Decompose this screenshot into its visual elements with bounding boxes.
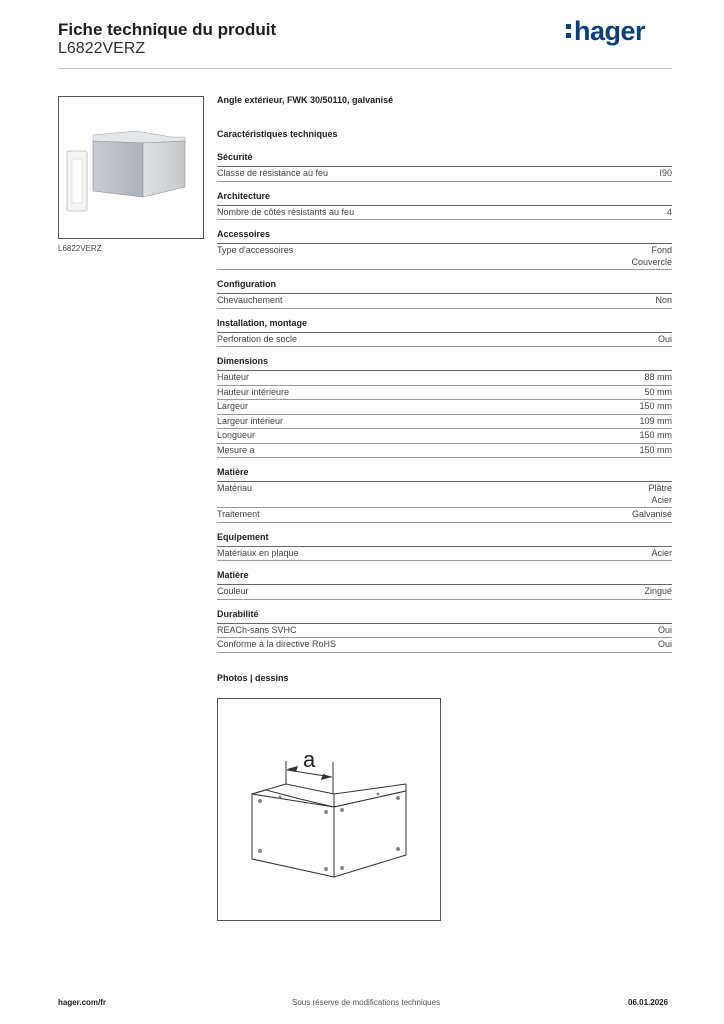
logo-text: hager	[574, 16, 646, 46]
spec-label: Type d'accessoires	[217, 245, 294, 255]
footer-disclaimer: Sous réserve de modifications techniques	[292, 998, 441, 1007]
spec-row	[217, 508, 672, 523]
dimension-drawing	[217, 698, 441, 921]
spec-value: 150 mm	[639, 444, 672, 455]
spec-row	[217, 400, 672, 415]
spec-value: Oui	[657, 333, 672, 344]
page-title: Fiche technique du produit	[58, 20, 277, 39]
spec-value: 88 mm	[644, 372, 672, 382]
spec-label: Couleur	[217, 586, 249, 596]
spec-value: 150 mm	[639, 430, 672, 440]
product-photo-image	[59, 97, 203, 238]
spec-groups	[217, 143, 672, 653]
spec-group-heading: Configuration	[217, 270, 672, 294]
spec-label: Perforation de socle	[217, 333, 298, 344]
spec-group-heading: Sécurité	[217, 143, 672, 167]
spec-group-heading: Durabilité	[217, 600, 672, 624]
spec-label: Largeur intérieur	[217, 415, 284, 426]
spec-value: Non	[655, 295, 672, 305]
spec-row	[217, 429, 672, 444]
spec-label: Hauteur intérieure	[217, 386, 290, 397]
header-divider	[58, 68, 672, 69]
dimension-a-label: a	[303, 747, 316, 772]
spec-row	[217, 167, 672, 182]
spec-row	[217, 638, 672, 653]
spec-label: Largeur	[217, 401, 249, 411]
product-photo	[58, 96, 204, 239]
spec-value: 150 mm	[639, 401, 672, 411]
hager-logo	[566, 16, 645, 47]
logo-colon-icon	[566, 20, 572, 40]
spec-row	[217, 444, 672, 459]
spec-label: Traitement	[217, 509, 260, 519]
spec-group-heading: Matière	[217, 458, 672, 482]
angle-drawing-image	[218, 699, 440, 920]
spec-label: Longueur	[217, 430, 256, 440]
spec-group-heading: Dimensions	[217, 347, 672, 371]
spec-value: Plâtre Acier	[648, 483, 672, 505]
spec-value: 4	[666, 206, 672, 217]
spec-value: I90	[659, 168, 672, 178]
spec-row	[217, 585, 672, 600]
photos-heading: Photos | dessins	[217, 672, 289, 683]
spec-row	[217, 206, 672, 221]
spec-label: Nombre de côtés résistants au feu	[217, 206, 355, 217]
spec-label: Classe de résistance au feu	[217, 168, 329, 178]
spec-row	[217, 333, 672, 348]
spec-label: Conforme à la directive RoHS	[217, 639, 337, 649]
product-reference: L6822VERZ	[58, 40, 146, 57]
spec-label: Matériaux en plaque	[217, 547, 299, 558]
spec-value: 50 mm	[644, 386, 672, 397]
spec-row	[217, 547, 672, 562]
spec-value: Acier	[651, 547, 672, 558]
spec-row	[217, 371, 672, 386]
spec-label: Mesure a	[217, 444, 255, 455]
spec-value: Fond Couvercle	[631, 245, 672, 267]
spec-value: Oui	[657, 639, 672, 649]
tech-heading: Caractéristiques techniques	[217, 129, 338, 139]
spec-row	[217, 482, 672, 508]
spec-row	[217, 415, 672, 430]
photo-caption: L6822VERZ	[58, 244, 102, 253]
product-title: Angle extérieur, FWK 30/50110, galvanisé	[217, 95, 394, 105]
spec-label: Chevauchement	[217, 295, 283, 305]
spec-group-heading: Architecture	[217, 182, 672, 206]
spec-group-heading: Equipement	[217, 523, 672, 547]
spec-group-heading: Installation, montage	[217, 309, 672, 333]
spec-row	[217, 294, 672, 309]
footer-date: 06.01.2026	[628, 998, 669, 1007]
spec-group-heading: Matière	[217, 561, 672, 585]
spec-row	[217, 386, 672, 401]
spec-row	[217, 244, 672, 270]
spec-row	[217, 624, 672, 639]
spec-value: Oui	[657, 624, 672, 635]
spec-column	[217, 95, 672, 683]
spec-value: 109 mm	[639, 415, 672, 426]
spec-group-heading: Accessoires	[217, 220, 672, 244]
spec-value: Galvanisé	[631, 509, 672, 519]
spec-label: Hauteur	[217, 372, 250, 382]
footer-website[interactable]: hager.com/fr	[58, 998, 107, 1007]
spec-label: Matériau	[217, 483, 253, 493]
spec-value: Zingué	[644, 586, 672, 596]
spec-label: REACh-sans SVHC	[217, 624, 297, 635]
